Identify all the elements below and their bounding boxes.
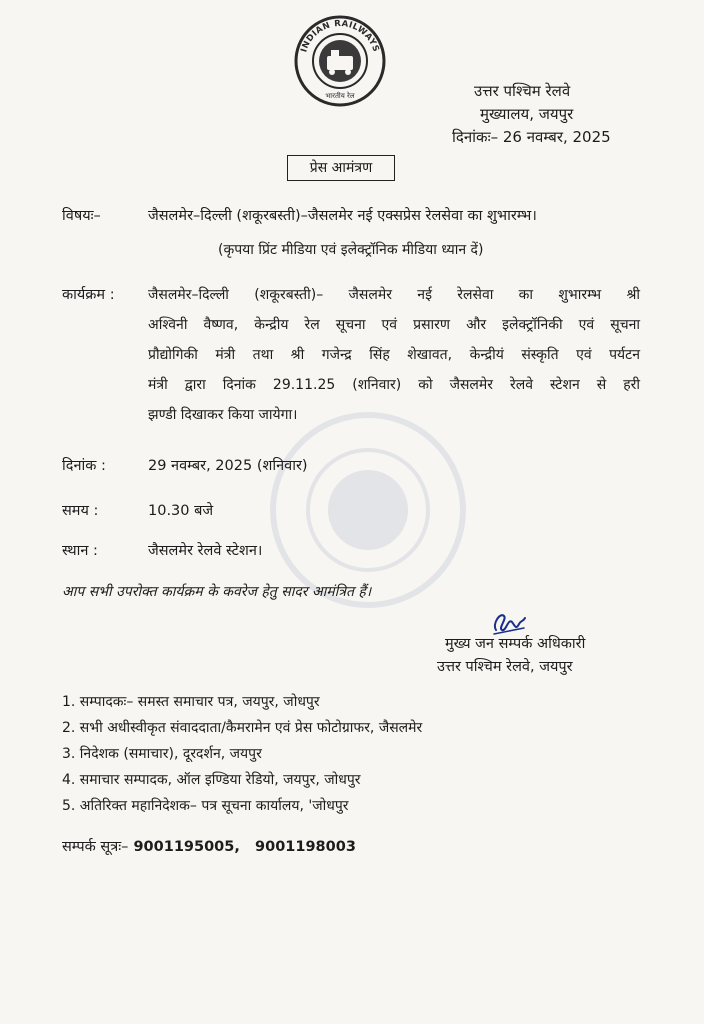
list-item: 5. अतिरिक्त महानिदेशक– पत्र सूचना कार्यालय, 'जोधपुर [62,798,349,814]
signatory-org: उत्तर पश्चिम रेलवे, जयपुर [437,659,573,675]
program-line: मंत्री द्वारा दिनांक 29.11.25 (शनिवार) को जैसलमेर रेलवे स्टेशन से हरी [148,377,640,393]
signatory-designation: मुख्य जन सम्पर्क अधिकारी [445,636,586,652]
contact-line [62,836,356,856]
program-line: अश्विनी वैष्णव, केन्द्रीय रेल सूचना एवं प्रसारण और इलेक्ट्रॉनिकी एवं सूचना [148,317,640,333]
document-title: प्रेस आमंत्रण [287,155,395,181]
program-line: प्रौद्योगिकी मंत्री तथा श्री गजेन्द्र सिंह शेखावत, केन्द्रीयं संस्कृति एवं पर्यटन [148,347,640,363]
contact-numbers: 9001195005, 9001198003 [133,839,356,855]
subject-text: जैसलमेर–दिल्ली (शकूरबस्ती)–जैसलमेर नई एक्सप्रेस रेलसेवा का शुभारम्भ। [148,208,537,224]
invitation-text: आप सभी उपरोक्त कार्यक्रम के कवरेज हेतु सादर आमंत्रित हैं। [62,584,372,600]
program-line: झण्डी दिखाकर किया जायेगा। [148,407,298,423]
place-value: जैसलमेर रेलवे स्टेशन। [148,543,263,559]
list-item: 1. सम्पादकः– समस्त समाचार पत्र, जयपुर, जोधपुर [62,694,320,710]
org-name: उत्तर पश्चिम रेलवे [474,82,571,100]
program-line: जैसलमेर–दिल्ली (शकूरबस्ती)– जैसलमेर नई रेलसेवा का शुभारम्भ श्री [148,287,640,303]
place-label: स्थान : [62,543,98,559]
letter-header [452,80,611,149]
emblem-text: INDIAN RAILWAYS [299,18,381,54]
subject-note: (कृपया प्रिंट मीडिया एवं इलेक्ट्रॉनिक मीडिया ध्यान दें) [218,242,484,258]
date-value: 29 नवम्बर, 2025 (शनिवार) [148,458,308,474]
letter-date: दिनांकः– 26 नवम्बर, 2025 [452,128,611,146]
list-item: 2. सभी अधीस्वीकृत संवाददाता/कैमरामेन एवं प्रेस फोटोग्राफर, जैसलमेर [62,720,423,736]
emblem-text-hindi: भारतीय रेल [325,92,355,100]
subject-label: विषयः– [62,208,101,224]
program-label: कार्यक्रम : [62,287,115,303]
program-paragraph [148,280,640,430]
list-item: 4. समाचार सम्पादक, ऑल इण्डिया रेडियो, जयपुर, जोधपुर [62,772,361,788]
indian-railways-emblem-icon [293,14,387,108]
signatory-block [437,633,585,679]
time-value: 10.30 बजे [148,503,214,519]
time-label: समय : [62,503,99,519]
watermark-seal-icon [268,410,468,610]
date-label: दिनांक : [62,458,106,474]
copy-to-list [62,689,422,819]
list-item: 3. निदेशक (समाचार), दूरदर्शन, जयपुर [62,746,262,762]
contact-label: सम्पर्क सूत्रः– [62,839,129,855]
office-name: मुख्यालय, जयपुर [480,105,574,123]
